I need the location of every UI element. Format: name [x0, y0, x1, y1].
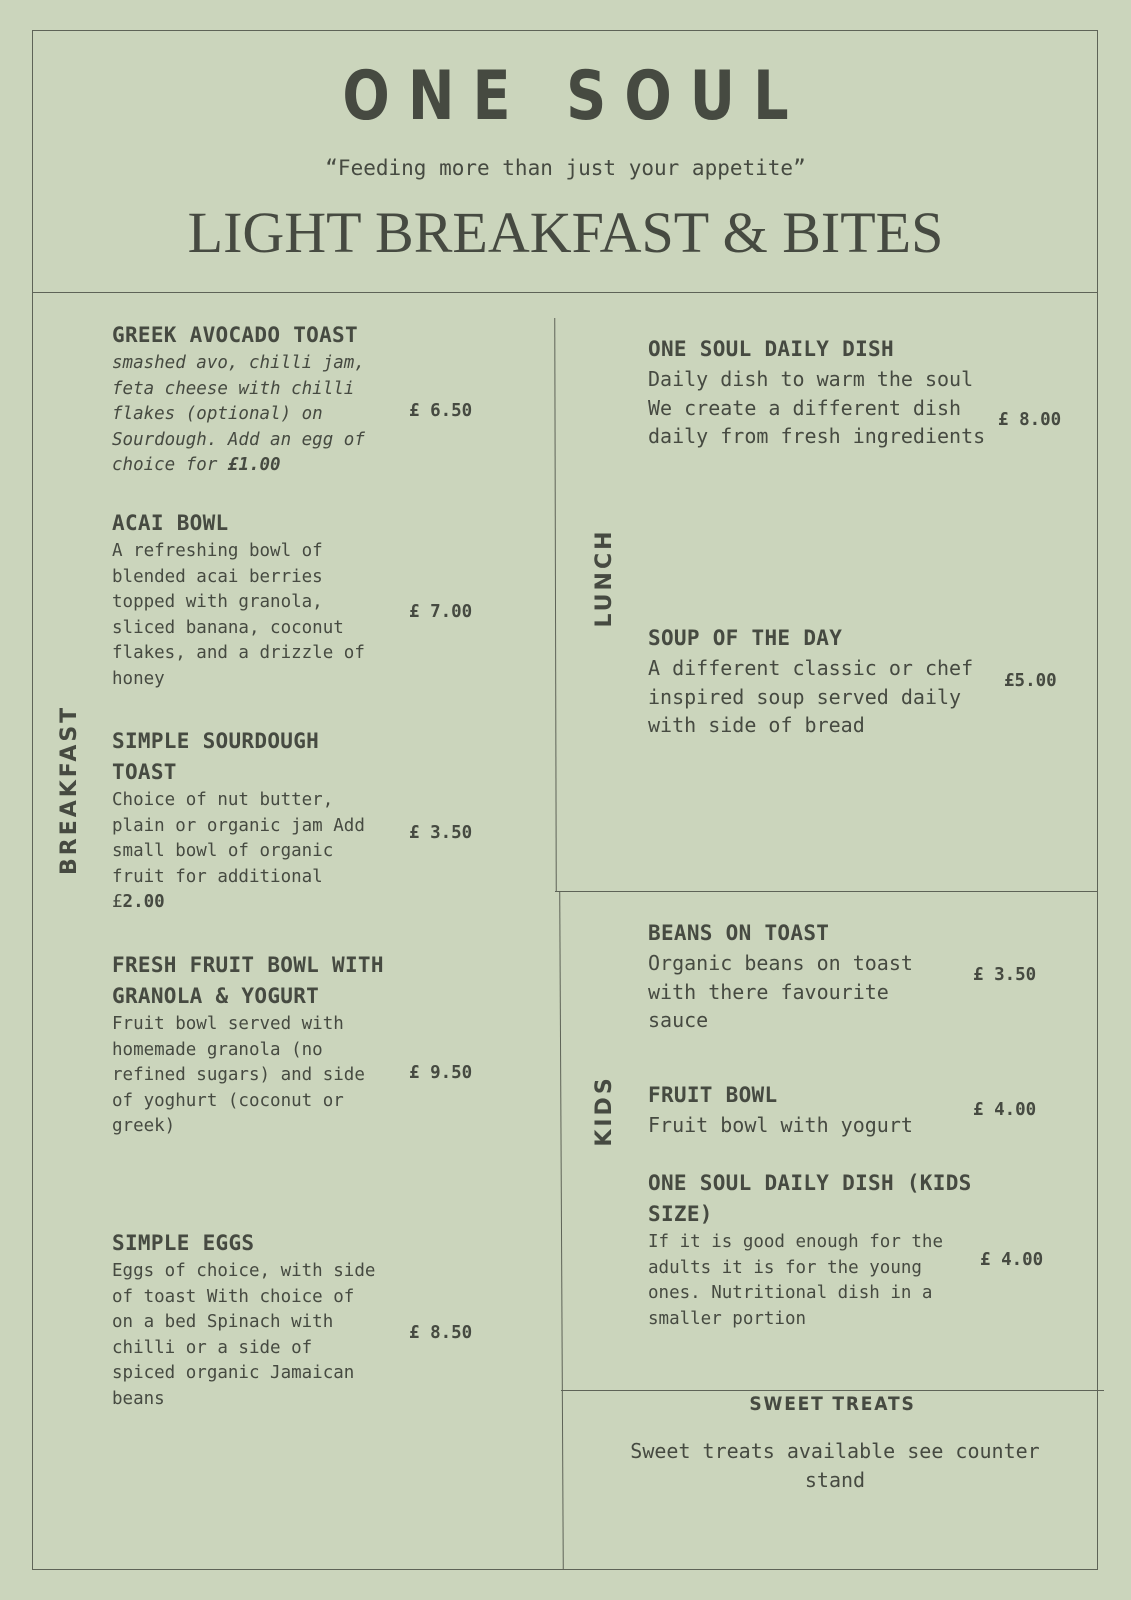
- kids-sweets-divider: [561, 1390, 1104, 1391]
- menu-item-fresh-fruit-bowl: [112, 950, 387, 1140]
- item-price: £ 3.50: [409, 823, 473, 843]
- item-price: £5.00: [1004, 671, 1057, 691]
- item-price: £ 4.00: [973, 1100, 1037, 1120]
- item-price: £ 9.50: [409, 1063, 473, 1083]
- menu-item-kids-daily-dish: [648, 1168, 993, 1332]
- menu-item-greek-avocado-toast: [112, 320, 387, 479]
- item-name: SOUP OF THE DAY: [648, 626, 843, 650]
- sweet-treats-title: SWEET TREATS: [749, 1393, 916, 1415]
- item-price: £ 8.00: [998, 410, 1062, 430]
- item-description: If it is good enough for the adults it is for the young ones. Nutritional dish in a smaller portion: [648, 1232, 944, 1329]
- item-price: £ 7.00: [409, 602, 473, 622]
- item-name: ONE SOUL DAILY DISH: [648, 337, 894, 361]
- lunch-kids-divider: [555, 891, 1098, 892]
- item-description: A refreshing bowl of blended acai berries topped with granola, sliced banana, coconut flakes, and a drizzle of honey: [112, 541, 365, 689]
- item-name: BEANS ON TOAST: [648, 921, 830, 945]
- section-label-lunch: LUNCH: [592, 528, 617, 628]
- tagline: “Feeding more than just your appetite”: [325, 156, 806, 180]
- item-description: Choice of nut butter, plain or organic jam Add small bowl of organic fruit for additional £2.00: [112, 790, 365, 912]
- item-description: Eggs of choice, with side of toast With choice of on a bed Spinach with chilli or a side of spiced organic Jamaican beans: [112, 1261, 376, 1409]
- menu-title: LIGHT BREAKFAST & BITES: [187, 200, 944, 265]
- item-name: GREEK AVOCADO TOAST: [112, 323, 358, 347]
- item-price: £ 6.50: [409, 401, 473, 421]
- menu-item-beans-on-toast: [648, 918, 948, 1035]
- item-name: FRESH FRUIT BOWL WITH GRANOLA & YOGURT: [112, 953, 384, 1008]
- item-name: SIMPLE EGGS: [112, 1231, 255, 1255]
- item-price: £ 4.00: [980, 1250, 1044, 1270]
- item-name: SIMPLE SOURDOUGH TOAST: [112, 729, 320, 784]
- item-description: Fruit bowl with yogurt: [648, 1113, 913, 1137]
- item-description: Fruit bowl served with homemade granola (no refined sugars) and side of yoghurt (coconut or greek): [112, 1014, 365, 1136]
- menu-item-kids-fruit-bowl: [648, 1080, 948, 1140]
- item-price: £ 8.50: [409, 1323, 473, 1343]
- header-divider: [32, 292, 1098, 293]
- item-name: ONE SOUL DAILY DISH (KIDS SIZE): [648, 1171, 972, 1226]
- menu-item-one-soul-daily-dish: [648, 334, 988, 451]
- item-description: A different classic or chef inspired soup served daily with side of bread: [648, 656, 974, 737]
- item-name: ACAI BOWL: [112, 511, 229, 535]
- item-description: smashed avo, chilli jam, feta cheese with chilli flakes (optional) on Sourdough. Add an egg of choice for £1.00: [112, 353, 365, 475]
- item-price: £ 3.50: [973, 965, 1037, 985]
- brand-name: ONE SOUL: [342, 57, 807, 136]
- section-label-breakfast: BREAKFAST: [57, 704, 82, 875]
- item-name: FRUIT BOWL: [648, 1083, 778, 1107]
- item-description: Daily dish to warm the soul We create a different dish daily from fresh ingredients: [648, 367, 986, 448]
- menu-item-soup-of-the-day: [648, 623, 993, 740]
- menu-item-simple-eggs: [112, 1228, 377, 1412]
- item-description: Organic beans on toast with there favourite sauce: [648, 951, 913, 1032]
- menu-item-acai-bowl: [112, 508, 387, 692]
- sweet-treats-description: Sweet treats available see counter stand: [630, 1439, 1040, 1492]
- menu-item-simple-sourdough-toast: [112, 726, 367, 916]
- section-label-kids: KIDS: [592, 1075, 617, 1147]
